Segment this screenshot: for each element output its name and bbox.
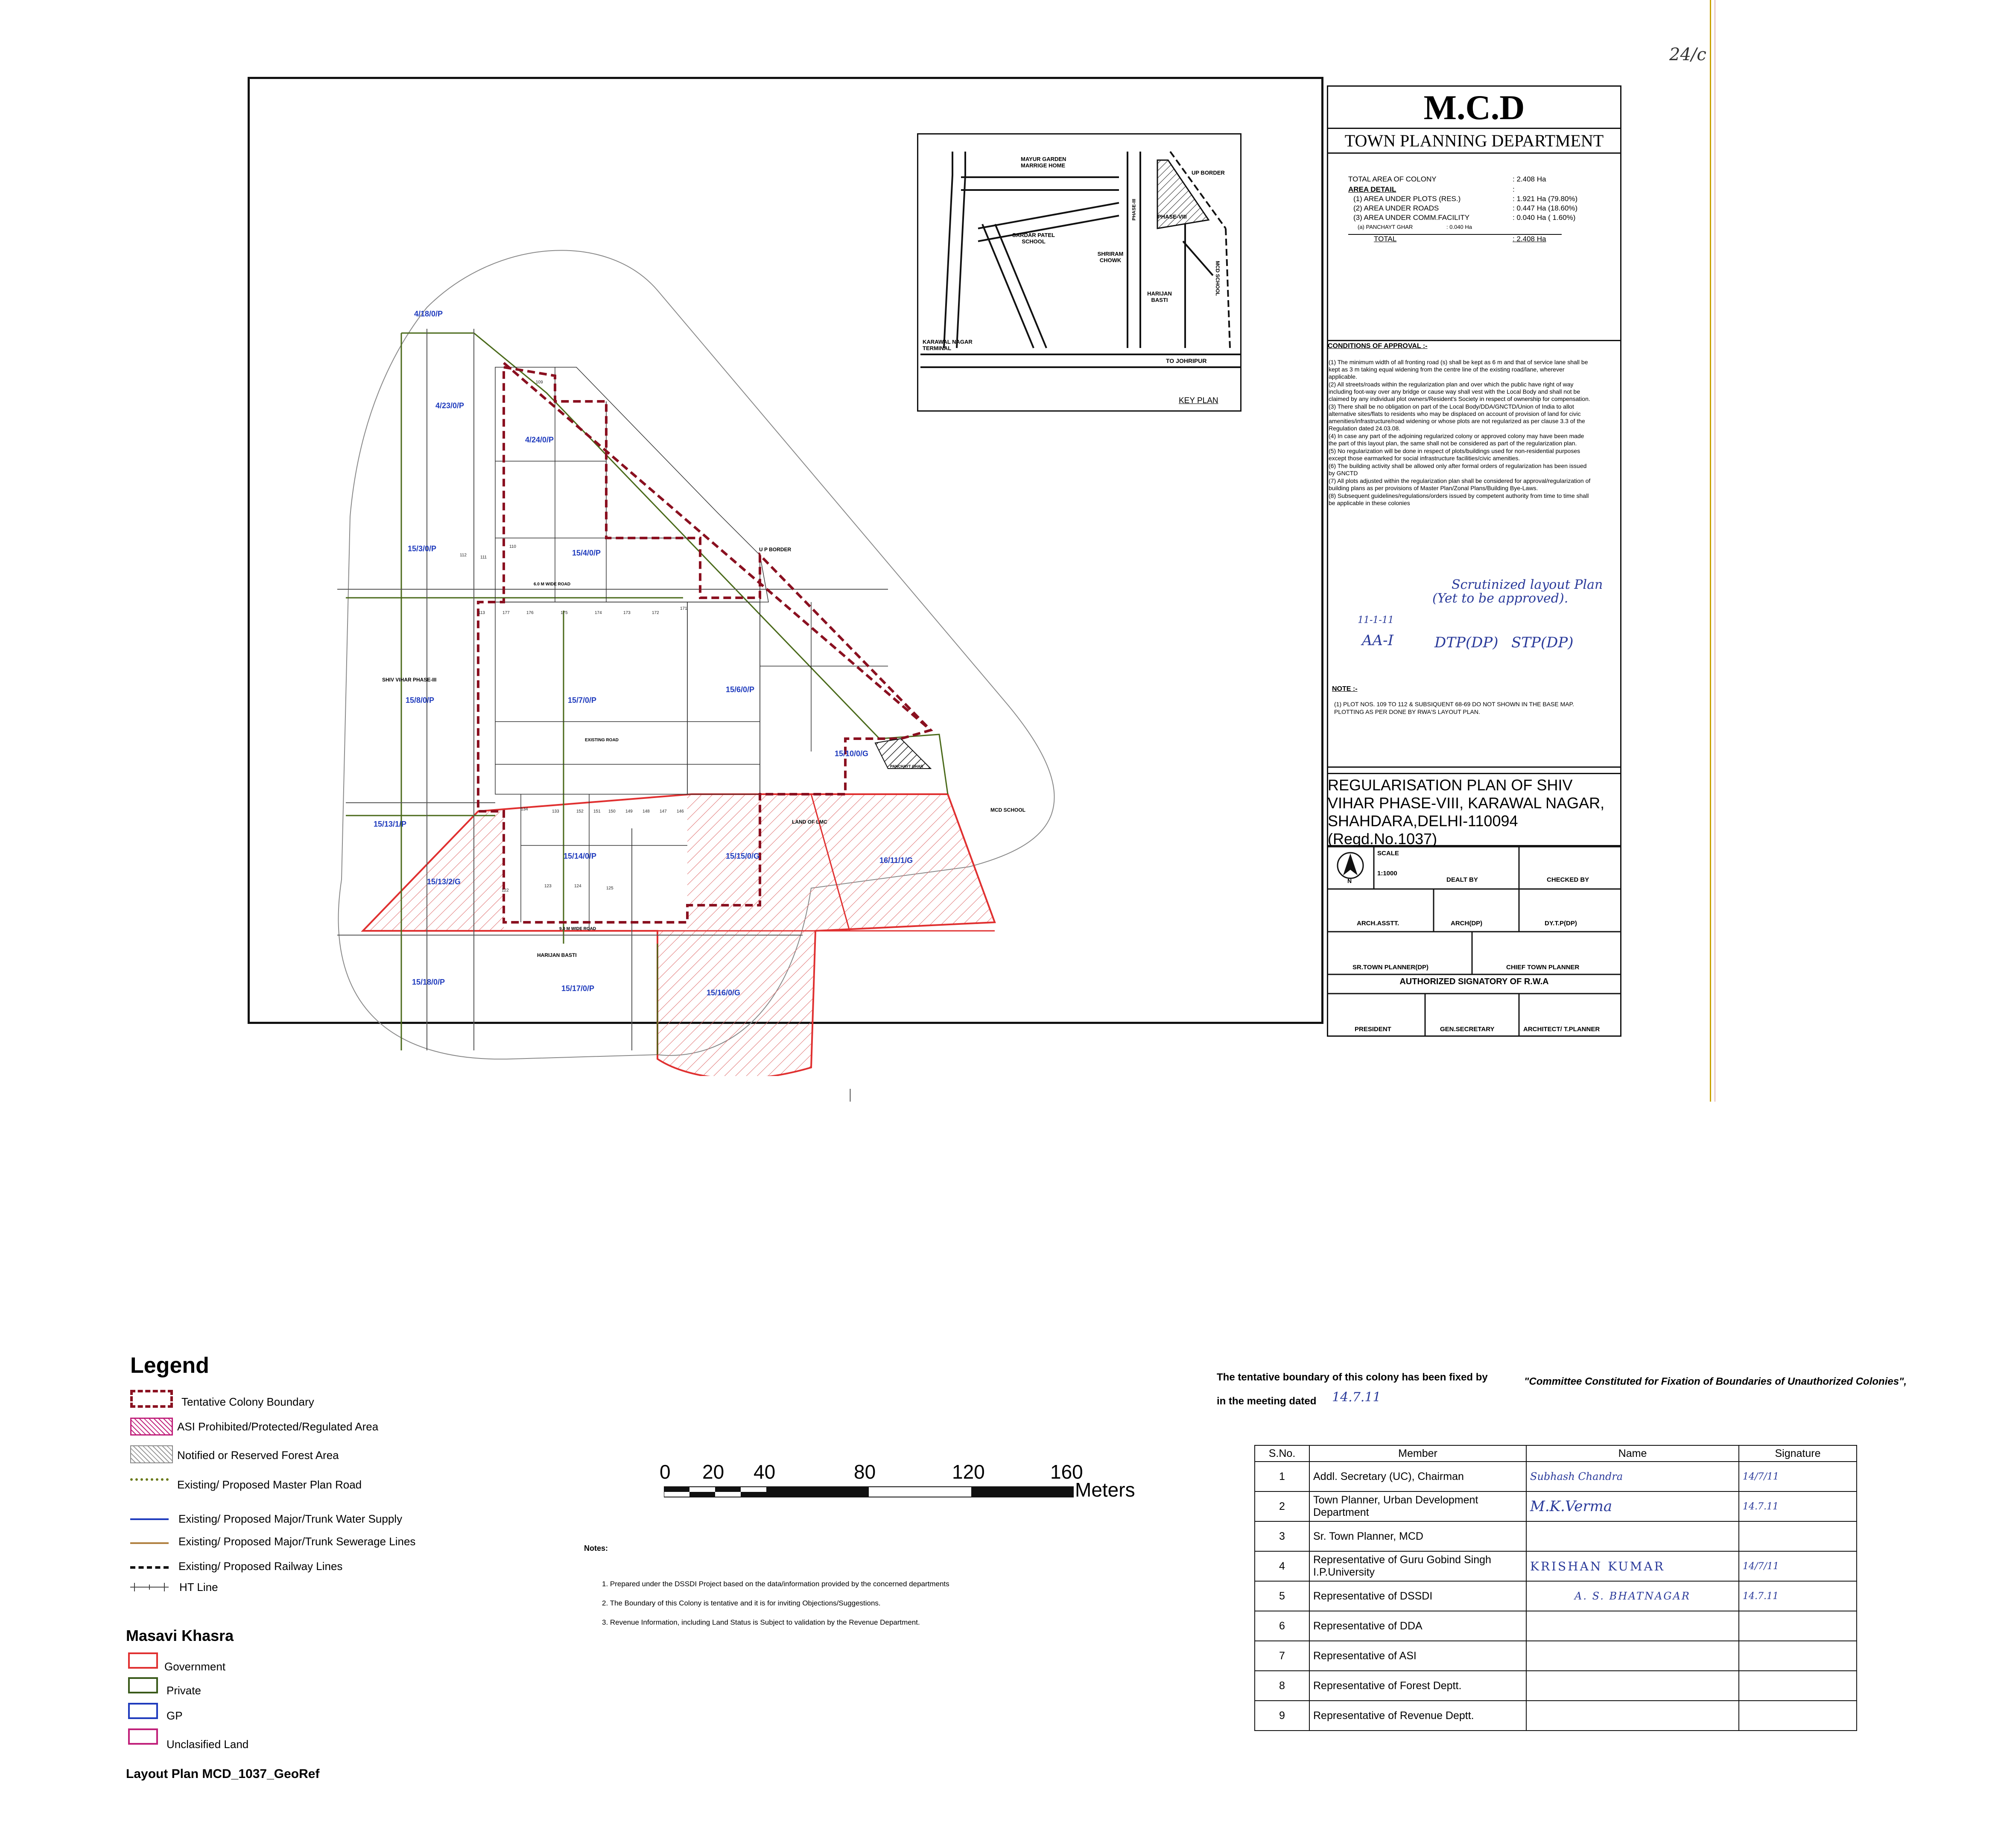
- harijan-basti-label: HARIJAN BASTI: [537, 952, 577, 958]
- khasra-label: 16/11/1/G: [879, 856, 913, 865]
- committee-member: Representative of ASI: [1309, 1641, 1526, 1671]
- khasra-label: 4/24/0/P: [525, 436, 554, 444]
- khasra-label: 15/17/0/P: [561, 984, 595, 993]
- scale-label: SCALE: [1377, 850, 1399, 857]
- khasra-label: 15/10/0/G: [835, 749, 869, 758]
- legend-label: Tentative Colony Boundary: [181, 1395, 314, 1408]
- area-detail-colon: :: [1513, 185, 1515, 193]
- committee-name: Subhash Chandra: [1526, 1462, 1739, 1491]
- area-row-value: : 0.447 Ha (18.60%): [1513, 204, 1578, 212]
- condition-item: (7) All plots adjusted within the regularization plan shall be considered for approval/regularization of building plans as per provisions of Master Plan/Zonal Plans/Building Bye-Laws.: [1329, 477, 1591, 491]
- plot-number: 173: [623, 611, 631, 615]
- khasra-label: 15/6/0/P: [726, 685, 755, 694]
- masavi-title: Masavi Khasra: [126, 1627, 234, 1644]
- arch-asstt: ARCH.ASSTT.: [1357, 920, 1399, 927]
- note-title: NOTE :-: [1332, 685, 1358, 693]
- masavi-unclassified-swatch: [128, 1728, 158, 1745]
- plot-number: 125: [606, 886, 613, 891]
- khasra-label: 4/18/0/P: [414, 310, 443, 318]
- fold-mark: [850, 1089, 851, 1102]
- legend-road-swatch: [130, 1478, 169, 1481]
- legend-title: Legend: [130, 1353, 209, 1378]
- legend-label: HT Line: [179, 1581, 218, 1594]
- arch-dp: ARCH(DP): [1451, 920, 1483, 927]
- committee-header: Name: [1526, 1445, 1739, 1462]
- handwritten-note: (Yet to be approved).: [1432, 591, 1569, 606]
- masavi-label: GP: [166, 1709, 183, 1722]
- committee-statement: The tentative boundary of this colony has been fixed by: [1217, 1371, 1488, 1383]
- key-phase3: PHASE-III: [1131, 199, 1137, 221]
- area-row-label: (2) AREA UNDER ROADS: [1353, 204, 1439, 212]
- table-row: [1255, 1491, 1857, 1521]
- plot-number: 112: [460, 553, 467, 558]
- plot-number: 109: [536, 380, 543, 385]
- khasra-label: 15/4/0/P: [572, 549, 601, 557]
- president: PRESIDENT: [1355, 1026, 1391, 1033]
- plot-number: 171: [680, 606, 687, 611]
- committee-name: [1526, 1611, 1739, 1641]
- plot-number: 124: [574, 884, 581, 889]
- scale-unit: Meters: [1075, 1479, 1135, 1501]
- notes-item: 3. Revenue Information, including Land Status is Subject to validation by the Revenue Department.: [602, 1618, 920, 1626]
- plot-number: 113: [478, 611, 485, 615]
- committee-header: Signature: [1739, 1445, 1857, 1462]
- plot-number: 151: [593, 809, 601, 814]
- signature-role: STP(DP): [1511, 634, 1574, 651]
- sheet-number: 24/c: [1669, 45, 1706, 64]
- signature-role: AA-I: [1362, 632, 1394, 649]
- committee-signature: 14.7.11: [1739, 1581, 1857, 1611]
- area-row-label: (1) AREA UNDER PLOTS (RES.): [1353, 195, 1461, 203]
- condition-item: (1) The minimum width of all fronting road (s) shall be kept as 6 m and that of service lane shall be kept as 3 m taking equal widening from the centre line of the existing road/lane, wherever applicable.: [1329, 359, 1588, 380]
- masavi-legend: [128, 1652, 384, 1763]
- condition-item: (8) Subsequent guidelines/regulations/orders issued by competent authority from time to time shall be applicable in these colonies: [1329, 492, 1589, 506]
- scale-tick-label: 120: [952, 1461, 985, 1483]
- legend-ht-swatch: [130, 1582, 169, 1592]
- condition-item: (2) All streets/roads within the regularization plan and over which the public have right of way including foot-way over any bridge or cause way shall vest with the Local Body and shall not be claimed by any individual plot owners/Resident's Society in respect of ownership for compensation.: [1329, 381, 1590, 402]
- meeting-label: in the meeting dated: [1217, 1395, 1317, 1407]
- dy-tp: DY.T.P(DP): [1545, 920, 1577, 927]
- notes-item: 1. Prepared under the DSSDI Project based on the data/information provided by the concerned departments: [602, 1580, 949, 1588]
- committee-name: M.K.Verma: [1526, 1491, 1739, 1521]
- masavi-gp-swatch: [128, 1703, 158, 1719]
- committee-sno: 2: [1255, 1491, 1309, 1521]
- committee-member: Town Planner, Urban Development Department: [1309, 1491, 1526, 1521]
- committee-member: Representative of DSSDI: [1309, 1581, 1526, 1611]
- plot-number: 149: [625, 809, 633, 814]
- committee-signature: [1739, 1521, 1857, 1551]
- plot-number: 134: [521, 807, 528, 812]
- govt-hatch: [363, 811, 504, 931]
- legend-sewer-swatch: [130, 1542, 169, 1544]
- khasra-label: 15/15/0/G: [726, 852, 760, 860]
- area-row-label: (a) PANCHAYT GHAR: [1358, 224, 1413, 230]
- legend-forest-swatch: [130, 1445, 173, 1463]
- area-total-label: TOTAL AREA OF COLONY: [1348, 175, 1437, 183]
- khasra-label: 15/18/0/P: [412, 978, 445, 986]
- approval-grid: [1327, 846, 1621, 1037]
- scale-tick-label: 20: [702, 1461, 724, 1483]
- plan-title: REGULARISATION PLAN OF SHIV VIHAR PHASE-VIII, KARAWAL NAGAR, SHAHDARA,DELHI-110094 (Regd.No.1037): [1328, 776, 1605, 848]
- legend-asi-swatch: [130, 1418, 173, 1436]
- scale-bar-graphic: [664, 1486, 1074, 1499]
- committee-name: [1526, 1641, 1739, 1671]
- table-row: [1255, 1551, 1857, 1581]
- conditions-title: CONDITIONS OF APPROVAL :-: [1328, 342, 1428, 350]
- plot-number: 148: [643, 809, 650, 814]
- area-row-value: : 0.040 Ha ( 1.60%): [1513, 213, 1576, 222]
- plot-number: 150: [608, 809, 616, 814]
- scale-value: 1:1000: [1377, 870, 1397, 877]
- legend-label: Existing/ Proposed Railway Lines: [178, 1560, 343, 1573]
- auth-rwa: AUTHORIZED SIGNATORY OF R.W.A: [1399, 977, 1549, 986]
- table-row: [1255, 1671, 1857, 1701]
- plot-numbers: [460, 380, 1061, 956]
- area-row-value: : 1.921 Ha (79.80%): [1513, 195, 1578, 203]
- plot-number: 152: [576, 809, 584, 814]
- masavi-label: Private: [166, 1684, 201, 1697]
- notes-item: 2. The Boundary of this Colony is tentative and it is for inviting Objections/Suggestions.: [602, 1599, 881, 1607]
- plot-number: 133: [552, 809, 559, 814]
- scale-tick-label: 80: [854, 1461, 876, 1483]
- khasra-label: 15/7/0/P: [568, 696, 597, 705]
- condition-item: (3) There shall be no obligation on part of the Local Body/DDA/GNCTD/Union of India to allot alternative sites/flats to residents who may be displaced on account of provision of land for civic amenities/infrastructure/road widening or whose plots are not regularized as per clause 3.3 of the Regulation dated 24.03.08.: [1329, 403, 1585, 432]
- scale-tick-label: 40: [754, 1461, 776, 1483]
- legend-label: Existing/ Proposed Major/Trunk Sewerage Lines: [178, 1535, 416, 1548]
- table-row: [1255, 1641, 1857, 1671]
- legend-label: Existing/ Proposed Master Plan Road: [177, 1478, 362, 1491]
- area-row-label: (3) AREA UNDER COMM.FACILITY: [1353, 213, 1470, 222]
- dept-title: TOWN PLANNING DEPARTMENT: [1328, 128, 1620, 154]
- scale-tick-label: 0: [660, 1461, 671, 1483]
- committee-member: Addl. Secretary (UC), Chairman: [1309, 1462, 1526, 1491]
- committee-signature: [1739, 1611, 1857, 1641]
- khasra-label: 15/13/2/G: [427, 877, 461, 886]
- north-arrow-icon: N: [1347, 877, 1352, 884]
- land-of-lmc-label: LAND OF LMC: [792, 819, 827, 825]
- existing-road-label: EXISTING ROAD: [585, 738, 619, 743]
- committee-sno: 1: [1255, 1462, 1309, 1491]
- legend-label: ASI Prohibited/Protected/Regulated Area: [177, 1420, 379, 1433]
- panchayat-label: PANCHAYT GHAR: [890, 764, 923, 769]
- scale-tick-label: 160: [1050, 1461, 1083, 1483]
- margin-line: [1710, 0, 1711, 1102]
- committee-name: [1526, 1521, 1739, 1551]
- mcd-school-label: MCD SCHOOL: [990, 807, 1025, 813]
- committee-sno: 8: [1255, 1671, 1309, 1701]
- chief-tp: CHIEF TOWN PLANNER: [1506, 964, 1580, 971]
- committee-member: Representative of Revenue Deptt.: [1309, 1701, 1526, 1731]
- khasra-label: 15/13/1/P: [374, 820, 407, 828]
- committee-header: S.No.: [1255, 1445, 1309, 1462]
- plot-number: 111: [480, 555, 487, 560]
- committee-sno: 4: [1255, 1551, 1309, 1581]
- key-plan: [917, 133, 1241, 412]
- committee-sno: 7: [1255, 1641, 1309, 1671]
- committee-signature: 14/7/11: [1739, 1551, 1857, 1581]
- key-johripur: TO JOHRIPUR: [1166, 357, 1207, 364]
- note-text: (1) PLOT NOS. 109 TO 112 & SUBSIQUENT 68-69 DO NOT SHOWN IN THE BASE MAP. PLOTTING AS PER DONE BY RWA'S LAYOUT PLAN.: [1334, 701, 1574, 715]
- plot-number: 174: [595, 611, 602, 615]
- khasra-label: 15/8/0/P: [406, 696, 435, 705]
- key-mayur: MAYUR GARDEN MARRIGE HOME: [1021, 156, 1066, 169]
- committee-sno: 9: [1255, 1701, 1309, 1731]
- org-title: M.C.D: [1423, 88, 1525, 127]
- plot-number: 122: [502, 888, 509, 893]
- area-sum-value: : 2.408 Ha: [1513, 235, 1546, 243]
- checked-by: CHECKED BY: [1547, 876, 1589, 883]
- plot-number: 175: [561, 611, 568, 615]
- committee-signature: [1739, 1671, 1857, 1701]
- plot-number: 147: [660, 809, 667, 814]
- committee-signature: 14.7.11: [1739, 1491, 1857, 1521]
- gen-sec: GEN.SECRETARY: [1440, 1026, 1495, 1033]
- shiv-vihar-label: SHIV VIHAR PHASE-III: [382, 677, 437, 683]
- committee-signature: [1739, 1701, 1857, 1731]
- masavi-label: Government: [164, 1660, 226, 1673]
- approval-grid-lines: [1327, 846, 1621, 1037]
- plot-number: 146: [677, 809, 684, 814]
- khasra-label: 15/14/0/P: [564, 852, 597, 860]
- legend-colony-boundary-swatch: [130, 1390, 173, 1408]
- committee-member: Representative of Forest Deptt.: [1309, 1671, 1526, 1701]
- plot-number: 110: [509, 544, 516, 549]
- condition-item: (4) In case any part of the adjoining regularized colony or approved colony may have been made the part of this layout plan, the same shall not be considered as part of the regularization plan.: [1329, 433, 1584, 447]
- layout-id: Layout Plan MCD_1037_GeoRef: [126, 1767, 320, 1781]
- plot-number: 177: [502, 611, 510, 615]
- committee-sno: 6: [1255, 1611, 1309, 1641]
- table-row: [1255, 1611, 1857, 1641]
- masavi-govt-swatch: [128, 1652, 158, 1669]
- table-row: [1255, 1701, 1857, 1731]
- committee-sno: 3: [1255, 1521, 1309, 1551]
- signature-date: 11-1-11: [1358, 615, 1394, 626]
- signature-role: DTP(DP): [1434, 634, 1498, 651]
- key-mcd-school: MCD SCHOOL: [1215, 261, 1221, 296]
- committee-name: KRISHAN KUMAR: [1526, 1551, 1739, 1581]
- committee-name: [1526, 1671, 1739, 1701]
- architect: ARCHITECT/ T.PLANNER: [1523, 1026, 1600, 1033]
- key-up-border: UP BORDER: [1192, 170, 1225, 176]
- condition-item: (6) The building activity shall be allowed only after formal orders of regularization has been issued by GNCTD: [1329, 462, 1587, 477]
- masavi-label: Unclasified Land: [166, 1738, 249, 1751]
- committee-statement-quote: "Committee Constituted for Fixation of Boundaries of Unauthorized Colonies",: [1524, 1376, 1907, 1387]
- committee-name: A. S. BHATNAGAR: [1526, 1581, 1739, 1611]
- key-harijan: HARIJAN BASTI: [1147, 290, 1172, 303]
- area-summary: [1348, 175, 1604, 246]
- key-shriram: SHRIRAM CHOWK: [1097, 251, 1124, 263]
- legend-label: Notified or Reserved Forest Area: [177, 1449, 339, 1462]
- sr-tp: SR.TOWN PLANNER(DP): [1352, 964, 1429, 971]
- handwritten-note: Scrutinized layout Plan: [1452, 577, 1603, 592]
- committee-member: Representative of Guru Gobind Singh I.P.University: [1309, 1551, 1526, 1581]
- legend-water-swatch: [130, 1518, 169, 1520]
- table-row: [1255, 1521, 1857, 1551]
- dealt-by: DEALT BY: [1446, 876, 1478, 883]
- area-sum-label: TOTAL: [1374, 235, 1397, 243]
- key-sardar: SARDAR PATEL SCHOOL: [1012, 232, 1055, 245]
- legend: [128, 1388, 512, 1687]
- condition-item: (5) No regularization will be done in respect of plots/buildings used for non-residential purposes except those earmarked for social infrastructure facilities/civic amenities.: [1329, 447, 1580, 462]
- committee-member: Sr. Town Planner, MCD: [1309, 1521, 1526, 1551]
- conditions-list: [1329, 359, 1593, 507]
- key-karawal: KARAWAL NAGAR TERMINAL: [923, 339, 973, 351]
- area-detail-label: AREA DETAIL: [1348, 185, 1396, 193]
- committee-header: Member: [1309, 1445, 1526, 1462]
- key-plan-title: KEY PLAN: [1179, 396, 1218, 405]
- committee-signature: 14/7/11: [1739, 1462, 1857, 1491]
- road-6m-label: 6.0 M WIDE ROAD: [534, 582, 571, 587]
- area-total-value: : 2.408 Ha: [1513, 175, 1546, 183]
- committee-member: Representative of DDA: [1309, 1611, 1526, 1641]
- committee-signature: [1739, 1641, 1857, 1671]
- masavi-private-swatch: [128, 1677, 158, 1693]
- notes-title: Notes:: [584, 1544, 608, 1553]
- scale-bar: [657, 1460, 1135, 1507]
- committee-sno: 5: [1255, 1581, 1309, 1611]
- road-9m-label: 9.0 M WIDE ROAD: [559, 927, 596, 931]
- committee-name: [1526, 1701, 1739, 1731]
- khasra-label: 15/16/0/G: [707, 988, 741, 997]
- legend-railway-swatch: [130, 1566, 169, 1569]
- plot-number: 123: [544, 884, 552, 889]
- key-phase8: PHASE-VIII: [1157, 213, 1187, 220]
- plot-number: 172: [652, 611, 659, 615]
- area-row-value: : 0.040 Ha: [1446, 224, 1472, 230]
- table-row: [1255, 1581, 1857, 1611]
- legend-label: Existing/ Proposed Major/Trunk Water Supply: [178, 1512, 403, 1525]
- khasra-label: 15/3/0/P: [408, 544, 437, 553]
- meeting-date: 14.7.11: [1332, 1390, 1381, 1405]
- up-border-label: U P BORDER: [759, 547, 792, 553]
- plot-number: 176: [526, 611, 534, 615]
- committee-table: [1254, 1445, 1857, 1731]
- khasra-label: 4/23/0/P: [435, 401, 464, 410]
- table-row: [1255, 1462, 1857, 1491]
